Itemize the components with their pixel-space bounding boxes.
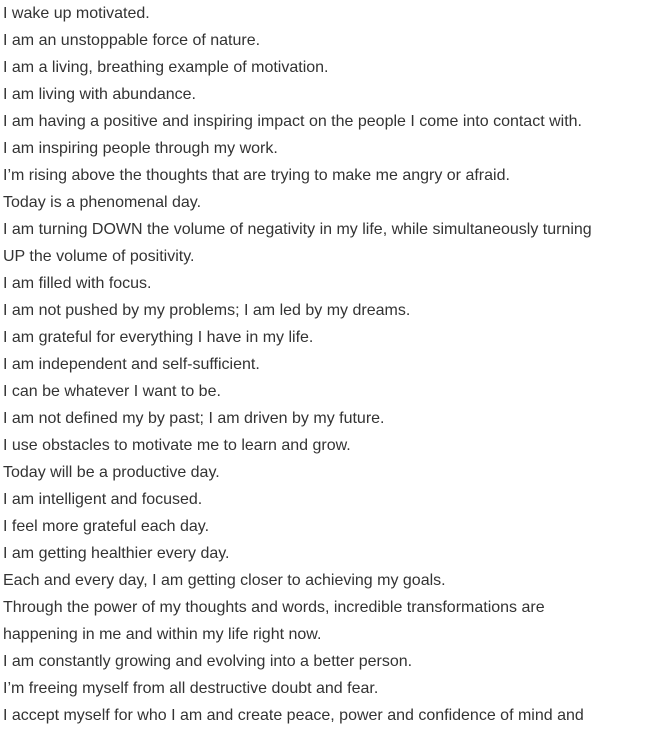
affirmation-line: I feel more grateful each day. <box>3 518 210 535</box>
affirmation-line: I am getting healthier every day. <box>3 545 230 562</box>
affirmation-line: I am a living, breathing example of motivation. <box>3 59 329 76</box>
affirmation-line: I wake up motivated. <box>3 5 150 22</box>
affirmation-line: Each and every day, I am getting closer to achieving my goals. <box>3 572 446 589</box>
affirmation-line: I am living with abundance. <box>3 86 196 103</box>
affirmation-line: I am constantly growing and evolving into a better person. <box>3 653 413 670</box>
affirmation-line: I am not pushed by my problems; I am led by my dreams. <box>3 302 411 319</box>
affirmation-line: I accept myself for who I am and create peace, power and confidence of mind and <box>3 707 584 724</box>
affirmation-line: I am independent and self-sufficient. <box>3 356 260 373</box>
affirmation-line: Today will be a productive day. <box>3 464 220 481</box>
affirmation-line: I am grateful for everything I have in my life. <box>3 329 314 346</box>
affirmation-line: I am having a positive and inspiring impact on the people I come into contact with. <box>3 113 582 130</box>
affirmation-line: Through the power of my thoughts and words, incredible transformations are <box>3 599 545 616</box>
affirmation-list <box>3 0 643 729</box>
affirmation-line: I’m rising above the thoughts that are trying to make me angry or afraid. <box>3 167 510 184</box>
affirmation-line: I am inspiring people through my work. <box>3 140 278 157</box>
affirmation-line: happening in me and within my life right now. <box>3 626 322 643</box>
affirmation-line: I am turning DOWN the volume of negativity in my life, while simultaneously turning <box>3 221 592 238</box>
affirmation-line: UP the volume of positivity. <box>3 248 195 265</box>
affirmation-line: Today is a phenomenal day. <box>3 194 202 211</box>
affirmation-line: I am intelligent and focused. <box>3 491 203 508</box>
affirmation-line: I am filled with focus. <box>3 275 152 292</box>
affirmation-line: I’m freeing myself from all destructive doubt and fear. <box>3 680 379 697</box>
affirmation-line: I am not defined my by past; I am driven by my future. <box>3 410 385 427</box>
affirmation-line: I can be whatever I want to be. <box>3 383 221 400</box>
affirmation-line: I use obstacles to motivate me to learn and grow. <box>3 437 351 454</box>
affirmation-line: I am an unstoppable force of nature. <box>3 32 261 49</box>
